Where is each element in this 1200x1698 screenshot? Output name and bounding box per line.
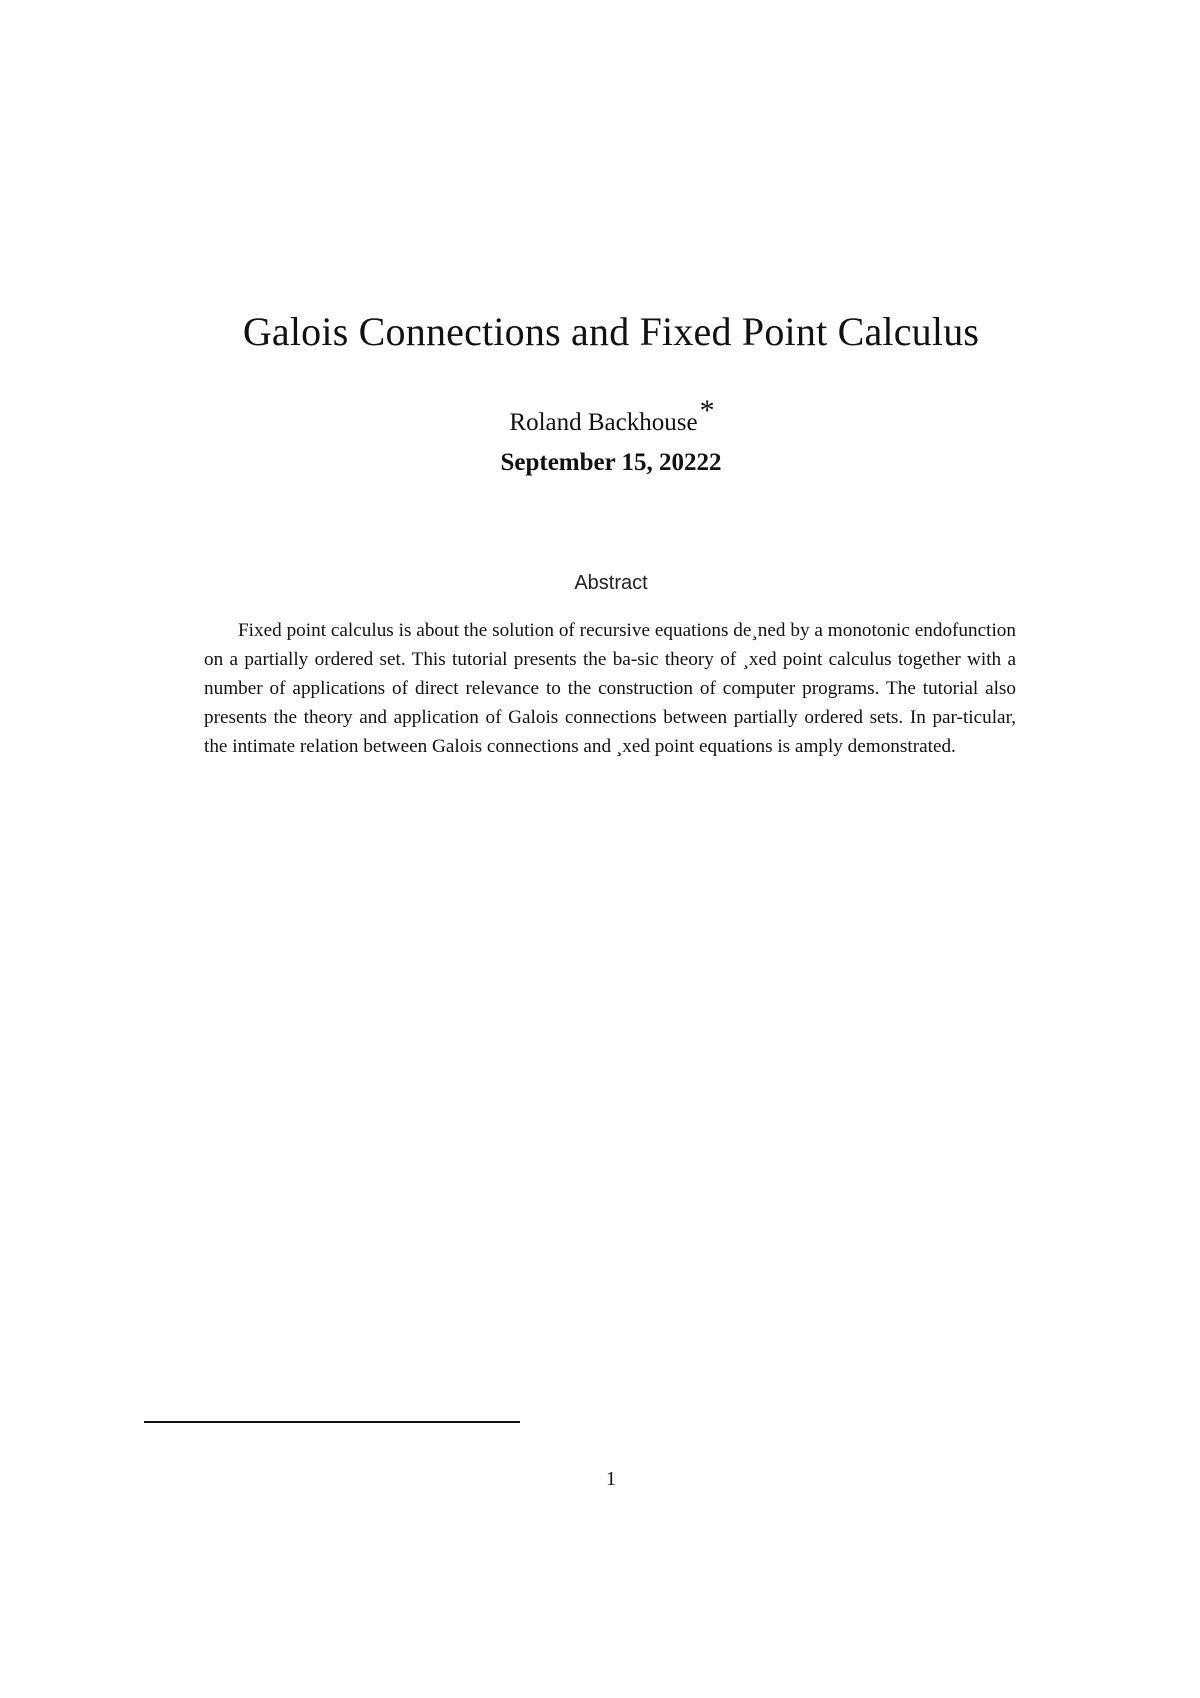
abstract-heading: Abstract (574, 572, 648, 594)
author-footnote-mark: * (699, 394, 715, 427)
author-line (0, 394, 1200, 440)
paper-date: September 15, 20222 (500, 449, 722, 476)
footnote-divider (144, 1421, 520, 1423)
page-number: 1 (606, 1468, 616, 1490)
paper-title: Galois Connections and Fixed Point Calculus (242, 309, 980, 354)
author-name: Roland Backhouse (509, 409, 698, 436)
abstract-text: Fixed point calculus is about the solution of recursive equations de¸ned by a monotonic endofunction on a partially ordered set. This tutorial presents the ba-sic theory of ¸xed point calculus together with a number of applications of direct relevance to the construction of computer programs. The tutorial also presents the theory and application of Galois connections between partially ordered sets. In par-ticular, the intimate relation between Galois connections and ¸xed point equations is amply demonstrated. (204, 620, 1016, 757)
